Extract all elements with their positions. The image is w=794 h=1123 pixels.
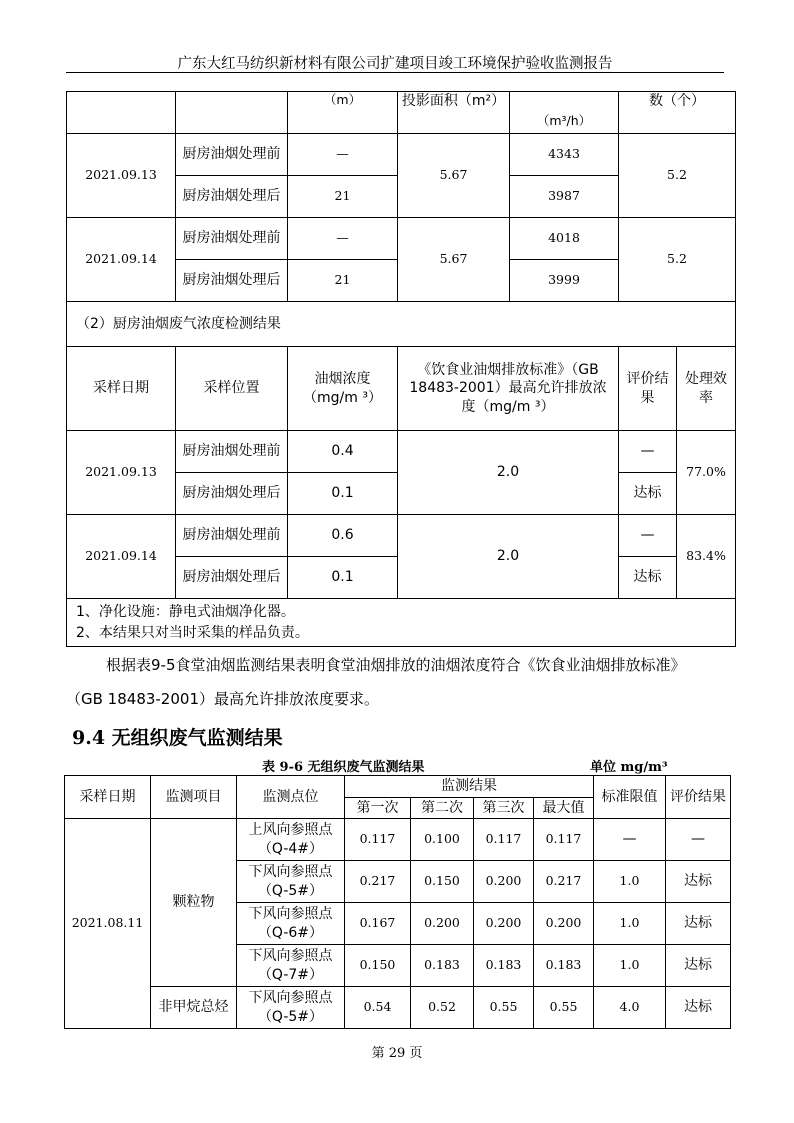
value-cell: — xyxy=(288,218,398,260)
position-cell: 厨房油烟处理前 xyxy=(176,515,288,557)
value-cell: 21 xyxy=(288,176,398,218)
point-cell: 下风向参照点（Q-5#） xyxy=(237,987,345,1029)
kitchen-fume-table xyxy=(66,91,736,647)
value-cell: 0.183 xyxy=(411,945,474,987)
header-cell: 《饮食业油烟排放标准》（GB 18483-2001）最高允许排放浓度（mg/m ³） xyxy=(398,347,619,431)
value-cell: 0.54 xyxy=(345,987,411,1029)
value-cell: 达标 xyxy=(619,473,677,515)
value-cell: 5.2 xyxy=(619,218,736,302)
report-header: 广东大红马纺织新材料有限公司扩建项目竣工环境保护验收监测报告 xyxy=(177,56,613,72)
position-cell: 厨房油烟处理后 xyxy=(176,260,288,302)
header-cell: 标准限值 xyxy=(594,776,666,819)
value-cell: 4018 xyxy=(510,218,619,260)
value-cell: 0.217 xyxy=(534,861,594,903)
value-cell: 0.217 xyxy=(345,861,411,903)
value-cell: 1.0 xyxy=(594,861,666,903)
point-cell: 下风向参照点（Q-7#） xyxy=(237,945,345,987)
value-cell: 达标 xyxy=(666,861,731,903)
fugitive-emission-table xyxy=(64,775,731,1029)
value-cell: 0.6 xyxy=(288,515,398,557)
header-cell: 采样位置 xyxy=(176,347,288,431)
header-cell: 评价结果 xyxy=(666,776,731,819)
value-cell: 0.150 xyxy=(411,861,474,903)
value-cell: 2.0 xyxy=(398,515,619,599)
value-cell: 0.200 xyxy=(411,903,474,945)
header-cell: （m） xyxy=(288,92,398,134)
value-cell: — xyxy=(666,819,731,861)
header-cell: 数（个） xyxy=(619,92,736,134)
value-cell: 4343 xyxy=(510,134,619,176)
section-heading: 9.4 无组织废气监测结果 xyxy=(72,727,283,749)
value-cell: 0.200 xyxy=(474,861,534,903)
value-cell: 0.117 xyxy=(474,819,534,861)
value-cell: — xyxy=(288,134,398,176)
header-cell: 采样日期 xyxy=(65,776,151,819)
value-cell: 0.1 xyxy=(288,557,398,599)
value-cell: 0.183 xyxy=(474,945,534,987)
value-cell: 0.183 xyxy=(534,945,594,987)
value-cell: 1.0 xyxy=(594,903,666,945)
table-unit: 单位 mg/m³ xyxy=(590,760,668,775)
value-cell: 83.4% xyxy=(677,515,736,599)
value-cell: 达标 xyxy=(619,557,677,599)
value-cell: 0.100 xyxy=(411,819,474,861)
value-cell: 0.1 xyxy=(288,473,398,515)
value-cell: 5.67 xyxy=(398,134,510,218)
value-cell: — xyxy=(619,431,677,473)
date-cell: 2021.09.13 xyxy=(67,431,176,515)
header-cell: 处理效率 xyxy=(677,347,736,431)
date-cell: 2021.09.14 xyxy=(67,515,176,599)
value-cell: 2.0 xyxy=(398,431,619,515)
header-cell: （m³/h） xyxy=(510,92,619,134)
table-caption: 表 9-6 无组织废气监测结果 xyxy=(262,760,425,775)
position-cell: 厨房油烟处理前 xyxy=(176,218,288,260)
value-cell: 3999 xyxy=(510,260,619,302)
position-cell: 厨房油烟处理后 xyxy=(176,473,288,515)
value-cell: 0.117 xyxy=(345,819,411,861)
date-cell: 2021.08.11 xyxy=(65,819,151,1029)
position-cell: 厨房油烟处理前 xyxy=(176,431,288,473)
date-cell: 2021.09.14 xyxy=(67,218,176,302)
point-cell: 下风向参照点（Q-5#） xyxy=(237,861,345,903)
header-cell: 第三次 xyxy=(474,798,534,819)
value-cell: 达标 xyxy=(666,945,731,987)
value-cell: 5.67 xyxy=(398,218,510,302)
note-line: 2、本结果只对当时采集的样品负责。 xyxy=(76,624,309,641)
position-cell: 厨房油烟处理后 xyxy=(176,176,288,218)
value-cell: 0.167 xyxy=(345,903,411,945)
value-cell: 5.2 xyxy=(619,134,736,218)
value-cell: 4.0 xyxy=(594,987,666,1029)
item-cell: 非甲烷总烃 xyxy=(151,987,237,1029)
header-cell: 第一次 xyxy=(345,798,411,819)
header-cell xyxy=(176,92,288,134)
paragraph-line: 根据表9-5食堂油烟监测结果表明食堂油烟排放的油烟浓度符合《饮食业油烟排放标准》 xyxy=(106,656,686,674)
header-cell: 第二次 xyxy=(411,798,474,819)
value-cell: 0.52 xyxy=(411,987,474,1029)
header-cell: 投影面积（m²） xyxy=(398,92,510,134)
point-cell: 上风向参照点（Q-4#） xyxy=(237,819,345,861)
header-cell: 监测项目 xyxy=(151,776,237,819)
value-cell: 21 xyxy=(288,260,398,302)
section-title: （2）厨房油烟废气浓度检测结果 xyxy=(67,302,736,347)
value-cell: 0.117 xyxy=(534,819,594,861)
header-rule xyxy=(66,72,724,73)
header-cell xyxy=(67,92,176,134)
value-cell: 3987 xyxy=(510,176,619,218)
value-cell: 0.55 xyxy=(474,987,534,1029)
header-cell: 监测点位 xyxy=(237,776,345,819)
date-cell: 2021.09.13 xyxy=(67,134,176,218)
item-cell: 颗粒物 xyxy=(151,819,237,987)
point-cell: 下风向参照点（Q-6#） xyxy=(237,903,345,945)
value-cell: — xyxy=(594,819,666,861)
value-cell: 77.0% xyxy=(677,431,736,515)
value-cell: 0.4 xyxy=(288,431,398,473)
value-cell: 0.55 xyxy=(534,987,594,1029)
page-number: 第 29 页 xyxy=(371,1046,423,1061)
value-cell: 1.0 xyxy=(594,945,666,987)
position-cell: 厨房油烟处理后 xyxy=(176,557,288,599)
note-line: 1、净化设施：静电式油烟净化器。 xyxy=(76,604,295,621)
value-cell: 0.200 xyxy=(474,903,534,945)
header-cell: 油烟浓度（mg/m ³） xyxy=(288,347,398,431)
notes-cell xyxy=(67,599,736,647)
value-cell: — xyxy=(619,515,677,557)
value-cell: 达标 xyxy=(666,903,731,945)
header-cell: 最大值 xyxy=(534,798,594,819)
header-cell: 采样日期 xyxy=(67,347,176,431)
position-cell: 厨房油烟处理前 xyxy=(176,134,288,176)
value-cell: 0.150 xyxy=(345,945,411,987)
value-cell: 0.200 xyxy=(534,903,594,945)
paragraph-line: （GB 18483-2001）最高允许排放浓度要求。 xyxy=(66,690,379,708)
header-cell: 评价结果 xyxy=(619,347,677,431)
value-cell: 达标 xyxy=(666,987,731,1029)
header-cell: 监测结果 xyxy=(345,776,594,798)
